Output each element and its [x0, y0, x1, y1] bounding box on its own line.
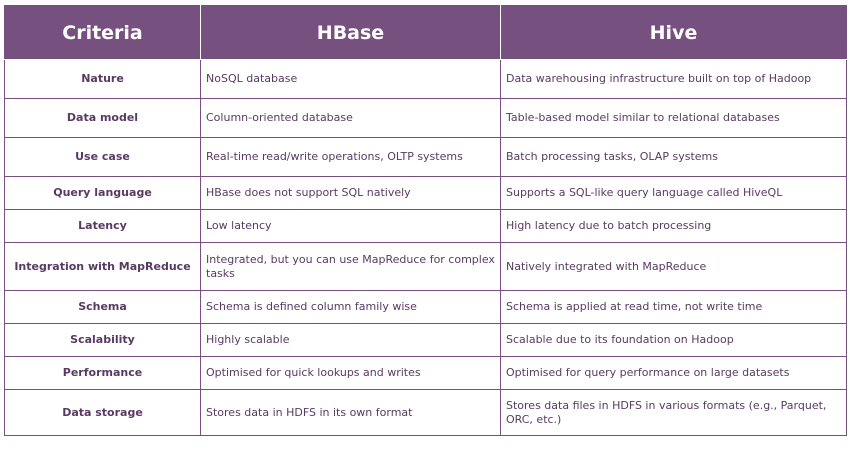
hive-cell: Table-based model similar to relational databases	[501, 99, 847, 138]
table-row	[5, 210, 847, 243]
hive-cell: Scalable due to its foundation on Hadoop	[501, 324, 847, 357]
criteria-cell: Use case	[5, 138, 201, 177]
table-row	[5, 138, 847, 177]
hbase-cell: Column-oriented database	[201, 99, 501, 138]
table-row	[5, 60, 847, 99]
criteria-cell: Query language	[5, 177, 201, 210]
criteria-cell: Integration with MapReduce	[5, 243, 201, 291]
hbase-cell: NoSQL database	[201, 60, 501, 99]
hbase-cell: Low latency	[201, 210, 501, 243]
comparison-table-container	[4, 5, 846, 436]
hbase-cell: Real-time read/write operations, OLTP systems	[201, 138, 501, 177]
table-row	[5, 324, 847, 357]
hbase-cell: Integrated, but you can use MapReduce for complex tasks	[201, 243, 501, 291]
hbase-cell: Highly scalable	[201, 324, 501, 357]
hive-cell: Batch processing tasks, OLAP systems	[501, 138, 847, 177]
hbase-cell: Stores data in HDFS in its own format	[201, 390, 501, 436]
header-criteria: Criteria	[5, 6, 201, 60]
header-hive: Hive	[501, 6, 847, 60]
criteria-cell: Nature	[5, 60, 201, 99]
comparison-table	[4, 5, 847, 436]
header-hbase: HBase	[201, 6, 501, 60]
criteria-cell: Latency	[5, 210, 201, 243]
hbase-cell: Optimised for quick lookups and writes	[201, 357, 501, 390]
hbase-cell: HBase does not support SQL natively	[201, 177, 501, 210]
hbase-cell: Schema is defined column family wise	[201, 291, 501, 324]
hive-cell: Optimised for query performance on large datasets	[501, 357, 847, 390]
table-row	[5, 390, 847, 436]
hive-cell: Stores data files in HDFS in various formats (e.g., Parquet, ORC, etc.)	[501, 390, 847, 436]
table-row	[5, 243, 847, 291]
hive-cell: Schema is applied at read time, not write time	[501, 291, 847, 324]
hive-cell: Supports a SQL-like query language called HiveQL	[501, 177, 847, 210]
criteria-cell: Scalability	[5, 324, 201, 357]
hive-cell: High latency due to batch processing	[501, 210, 847, 243]
table-row	[5, 357, 847, 390]
hive-cell: Natively integrated with MapReduce	[501, 243, 847, 291]
table-row	[5, 99, 847, 138]
header-row	[5, 6, 847, 60]
criteria-cell: Performance	[5, 357, 201, 390]
table-row	[5, 291, 847, 324]
criteria-cell: Data model	[5, 99, 201, 138]
table-row	[5, 177, 847, 210]
criteria-cell: Schema	[5, 291, 201, 324]
criteria-cell: Data storage	[5, 390, 201, 436]
hive-cell: Data warehousing infrastructure built on top of Hadoop	[501, 60, 847, 99]
